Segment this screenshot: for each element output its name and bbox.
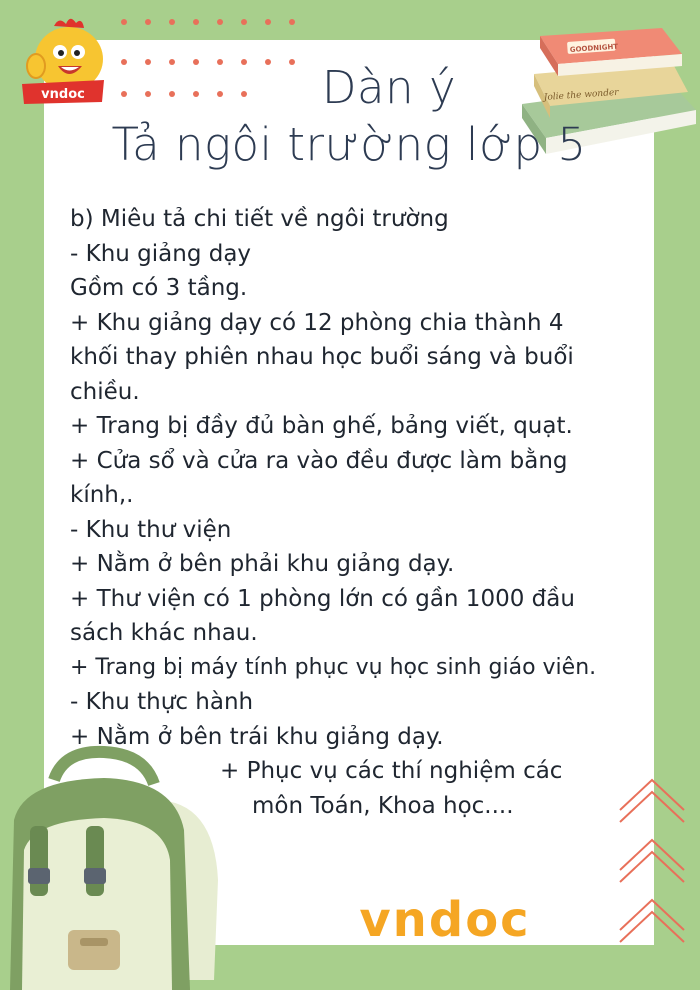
text-line: kính,. (70, 482, 134, 508)
logo-text: vndoc (359, 892, 531, 948)
text-line: + Khu giảng dạy có 12 phòng chia thành 4 (70, 309, 564, 336)
text-line: + Trang bị đầy đủ bàn ghế, bảng viết, quạt. (70, 413, 573, 439)
vndoc-logo (345, 888, 545, 948)
text-line: + Phục vụ các thí nghiệm các (220, 758, 563, 784)
text-line: - Khu thực hành (70, 689, 254, 715)
book-spine-1: GOODNIGHT (569, 42, 619, 54)
backpack-illustration (0, 740, 244, 990)
text-line: sách khác nhau. (70, 620, 258, 646)
text-line: + Nằm ở bên trái khu giảng dạy. (70, 723, 444, 750)
page-title-line-1: Dàn ý (321, 61, 457, 114)
text-line: + Nằm ở bên phải khu giảng dạy. (70, 551, 455, 577)
outline-content (70, 202, 690, 823)
text-line: + Cửa sổ và cửa ra vào đều được làm bằng (70, 447, 568, 474)
text-line: - Khu giảng dạy (70, 240, 252, 267)
book-spine-2: Jolie the wonder (543, 87, 619, 103)
text-line: khối thay phiên nhau học buổi sáng và buổi (70, 344, 574, 370)
text-line: b) Miêu tả chi tiết về ngôi trường (70, 206, 449, 232)
text-line: chiều. (70, 378, 140, 405)
text-line: + Thư viện có 1 phòng lớn có gần 1000 đầu (70, 585, 575, 612)
text-line: Gồm có 3 tầng. (70, 275, 248, 301)
text-line: - Khu thư viện (70, 516, 232, 543)
mascot-label: vndoc (41, 87, 85, 102)
chevron-up-decoration-icon (612, 770, 692, 980)
text-line: + Trang bị máy tính phục vụ học sinh giáo viên. (70, 654, 597, 680)
page-title-line-2: Tả ngôi trường lớp 5 (111, 118, 587, 171)
text-line: môn Toán, Khoa học.... (252, 792, 514, 819)
